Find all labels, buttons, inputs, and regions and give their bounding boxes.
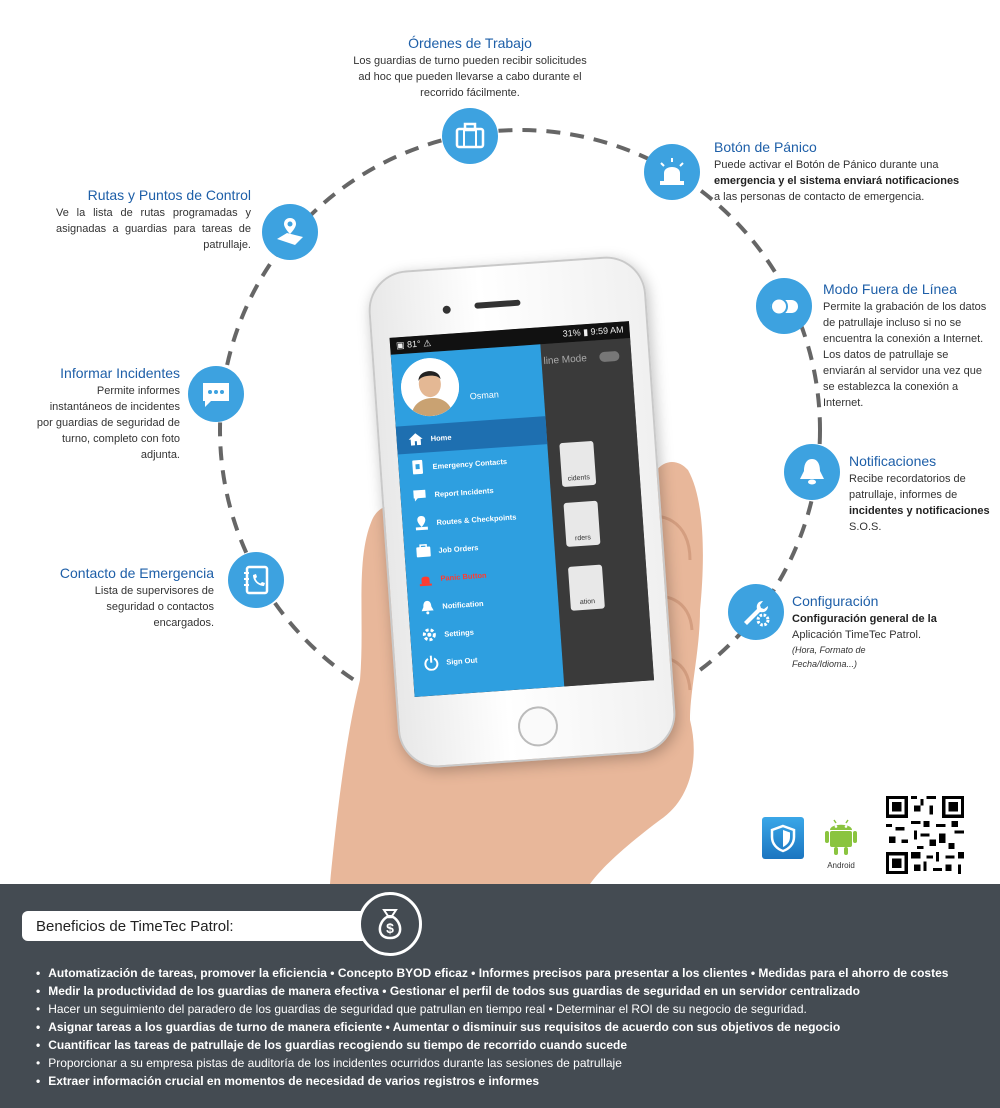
map-pin-icon — [412, 513, 431, 532]
feature-job-orders — [340, 34, 600, 101]
menu-item-label: Panic Button — [440, 570, 487, 583]
list-item: • Asignar tareas a los guardias de turno de manera eficiente • Aumentar o disminuir sus requisitos de acuerdo con sus objetivos de negocio — [36, 1018, 986, 1036]
bg-card-notification[interactable] — [568, 565, 605, 611]
bg-card-incidents[interactable] — [559, 441, 596, 487]
chat-bubble-icon — [410, 485, 429, 504]
bg-card-label: cidents — [567, 474, 591, 483]
feature-desc-line: a las personas de contacto de emergencia. — [714, 191, 925, 203]
drawer-profile — [391, 344, 546, 426]
feature-title: Órdenes de Trabajo — [408, 35, 532, 51]
camera-dot — [442, 305, 451, 314]
list-item: • Automatización de tareas, promover la eficiencia • Concepto BYOD eficaz • Informes precisos para presentar a los clientes • Medidas para el ahorro de costes — [36, 964, 986, 982]
feature-title: Informar Incidentes — [60, 365, 180, 381]
list-item: • Proporcionar a su empresa pistas de auditoría de los incidentes ocurridos durante las sesiones de patrullaje — [36, 1054, 986, 1072]
home-button[interactable] — [517, 705, 560, 748]
feature-title: Notificaciones — [849, 453, 937, 469]
siren-icon — [644, 144, 700, 200]
feature-desc-note: (Hora, Formato de Fecha/Idioma...) — [792, 645, 866, 669]
feature-desc-line: Puede activar el Botón de Pánico durante una — [714, 159, 939, 171]
bg-card-label: ation — [579, 598, 596, 607]
bg-card-orders[interactable] — [563, 501, 600, 547]
android-icon[interactable] — [822, 814, 860, 858]
bg-card-label: rders — [574, 534, 592, 543]
benefits-footer — [0, 884, 1000, 1108]
bell-icon — [418, 597, 437, 616]
offline-mode-toggle[interactable] — [599, 351, 620, 362]
feature-panic-button — [714, 138, 964, 205]
menu-item-label: Emergency Contacts — [432, 456, 508, 471]
feature-report-incidents — [34, 364, 180, 463]
siren-icon — [416, 569, 435, 588]
list-item: • Medir la productividad de los guardias de manera efectiva • Gestionar el perfil de todos sus guardias de seguridad en un servidor centralizado — [36, 982, 986, 1000]
feature-desc — [792, 611, 952, 671]
benefits-header-box — [22, 911, 414, 941]
feature-desc-line-bold: emergencia y el sistema enviará notificaciones — [714, 175, 960, 187]
navigation-drawer — [391, 344, 565, 697]
feature-title: Rutas y Puntos de Control — [87, 187, 251, 203]
list-item: • Cuantificar las tareas de patrullaje de los guardias recogiendo su tiempo de recorrido cuando sucede — [36, 1036, 986, 1054]
feature-title: Configuración — [792, 593, 879, 609]
feature-desc-line-bold: Configuración general de la — [792, 613, 937, 625]
menu-item-label: Job Orders — [438, 542, 479, 555]
feature-desc: Lista de supervisores de seguridad o contactos encargados. — [94, 585, 214, 629]
feature-desc: Permite informes instantáneos de incidentes por guardias de seguridad de turno, completo con foto adjunta. — [36, 385, 180, 461]
feature-title: Contacto de Emergencia — [59, 565, 214, 581]
feature-emergency-contact — [36, 564, 214, 631]
user-name: Osman — [469, 389, 500, 402]
feature-desc — [849, 471, 994, 535]
feature-desc: Ve la lista de rutas programadas y asignadas a guardias para tareas de patrullaje. — [56, 207, 251, 251]
feature-title: Botón de Pánico — [714, 139, 817, 155]
feature-routes — [56, 186, 251, 253]
toggle-switch-icon — [756, 278, 812, 334]
power-icon — [422, 653, 441, 672]
status-right: 31% ▮ 9:59 AM — [562, 324, 624, 339]
phone-screen — [390, 321, 655, 697]
benefits-title: Beneficios de TimeTec Patrol: — [36, 918, 234, 935]
avatar — [399, 356, 461, 418]
feature-desc-line-bold: incidentes y notificaciones — [849, 505, 990, 517]
feature-title: Modo Fuera de Línea — [823, 281, 957, 297]
speaker-grille — [474, 300, 520, 309]
offline-mode-label: line Mode — [543, 353, 588, 368]
gear-wrench-icon — [728, 584, 784, 640]
feature-desc-line: Recibe recordatorios de patrullaje, informes de — [849, 473, 966, 501]
menu-item-label: Home — [430, 432, 452, 443]
money-bag-icon — [358, 892, 422, 956]
gear-icon — [420, 625, 439, 644]
status-left: ▣ 81° ⚠ — [395, 337, 432, 351]
benefits-list — [36, 964, 986, 1090]
feature-desc: Permite la grabación de los datos de patrullaje incluso si no se encuentra la conexión a Internet. Los datos de patrullaje se enviarán al servidor una vez que se establezca la conexión a Internet. — [823, 301, 987, 409]
home-icon — [406, 430, 425, 449]
route-map-icon — [262, 204, 318, 260]
menu-item-label: Sign Out — [445, 654, 478, 667]
contact-book-icon — [228, 552, 284, 608]
chat-bubble-icon — [188, 366, 244, 422]
menu-item-label: Routes & Checkpoints — [436, 511, 517, 527]
smartphone — [366, 254, 678, 770]
bell-icon — [784, 444, 840, 500]
svg-text:$: $ — [386, 920, 394, 936]
android-label: Android — [827, 861, 855, 870]
briefcase-icon — [414, 541, 433, 560]
list-item: • Extraer información crucial en momentos de necesidad de varios registros e informes — [36, 1072, 986, 1090]
contacts-book-icon — [408, 458, 427, 477]
feature-desc — [714, 157, 964, 205]
feature-settings — [792, 592, 952, 671]
menu-item-label: Settings — [443, 627, 475, 639]
list-item: • Hacer un seguimiento del paradero de los guardias de seguridad que patrullan en tiempo real • Determinar el ROI de su negocio de seguridad. — [36, 1000, 986, 1018]
qr-code[interactable] — [886, 796, 964, 874]
feature-desc-line: S.O.S. — [849, 521, 882, 533]
feature-offline-mode — [823, 280, 988, 411]
menu-item-label: Report Incidents — [434, 485, 494, 499]
briefcase-icon — [442, 108, 498, 164]
feature-notifications — [849, 452, 994, 535]
feature-desc: Los guardias de turno pueden recibir solicitudes ad hoc que pueden llevarse a cabo durante el recorrido fácilmente. — [353, 55, 587, 99]
feature-desc-line: Aplicación TimeTec Patrol. — [792, 629, 921, 641]
menu-item-label: Notification — [442, 598, 484, 611]
shield-app-icon[interactable] — [762, 817, 804, 859]
